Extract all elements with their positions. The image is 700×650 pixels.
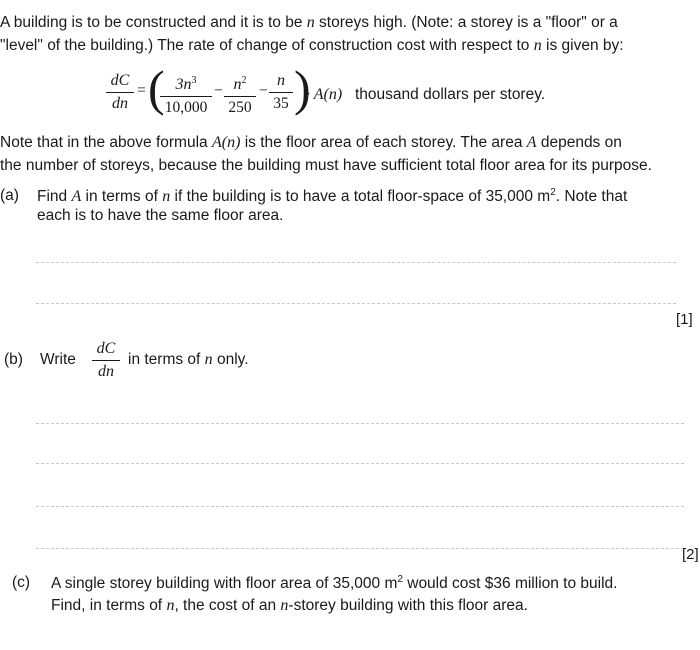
- term-3: n 35: [269, 72, 293, 113]
- derivative-dC-dn: dC dn: [106, 72, 134, 113]
- right-paren: ): [294, 60, 311, 116]
- note-line-1: Note that in the above formula A(n) is the floor area of each storey. The area A depends on: [0, 134, 622, 151]
- term-2: $n^2$ 250: [224, 72, 256, 117]
- part-a-label: (a): [0, 187, 19, 204]
- answer-line[interactable]: [36, 303, 676, 304]
- part-c-line-2: Find, in terms of n, the cost of an n-storey building with this floor area.: [51, 597, 528, 614]
- part-b-label: (b): [4, 351, 23, 368]
- answer-line[interactable]: [36, 262, 676, 263]
- part-b-mark: [2]: [682, 546, 699, 563]
- var-n: n: [306, 14, 315, 31]
- note-line-2: the number of storeys, because the building must have sufficient total floor area for its purpose.: [0, 157, 652, 174]
- intro-line-2: "level" of the building.) The rate of change of construction cost with respect to n is given by:: [0, 37, 624, 54]
- intro-line-1: A building is to be constructed and it is to be n storeys high. (Note: a storey is a "floor" or a: [0, 14, 618, 31]
- units-text: thousand dollars per storey.: [355, 86, 546, 103]
- part-b-write: Write: [40, 351, 76, 368]
- area-function: · A(n): [306, 86, 343, 103]
- answer-line[interactable]: [36, 423, 684, 424]
- term-1: $3n^3$ 10,000: [160, 72, 212, 117]
- answer-line[interactable]: [36, 463, 684, 464]
- answer-line[interactable]: [36, 548, 684, 549]
- part-a-line-1: Find A in terms of n if the building is to have a total floor-space of 35,000 $m^2$. Note that: [37, 187, 628, 206]
- minus-sign-1: −: [214, 82, 223, 99]
- part-b-text: in terms of n only.: [128, 351, 249, 368]
- part-a-line-2: each is to have the same floor area.: [37, 207, 284, 224]
- equals-sign: =: [137, 82, 146, 99]
- part-c-label: (c): [12, 574, 31, 591]
- part-c-line-1: A single storey building with floor area of 35,000 $m^2$ would cost $36 million to build.: [51, 574, 618, 593]
- left-paren: (: [148, 60, 165, 116]
- answer-line[interactable]: [36, 506, 684, 507]
- part-a-mark: [1]: [676, 311, 693, 328]
- var-n: n: [533, 37, 542, 54]
- derivative-dC-dn-b: dC dn: [92, 340, 120, 381]
- minus-sign-2: −: [259, 82, 268, 99]
